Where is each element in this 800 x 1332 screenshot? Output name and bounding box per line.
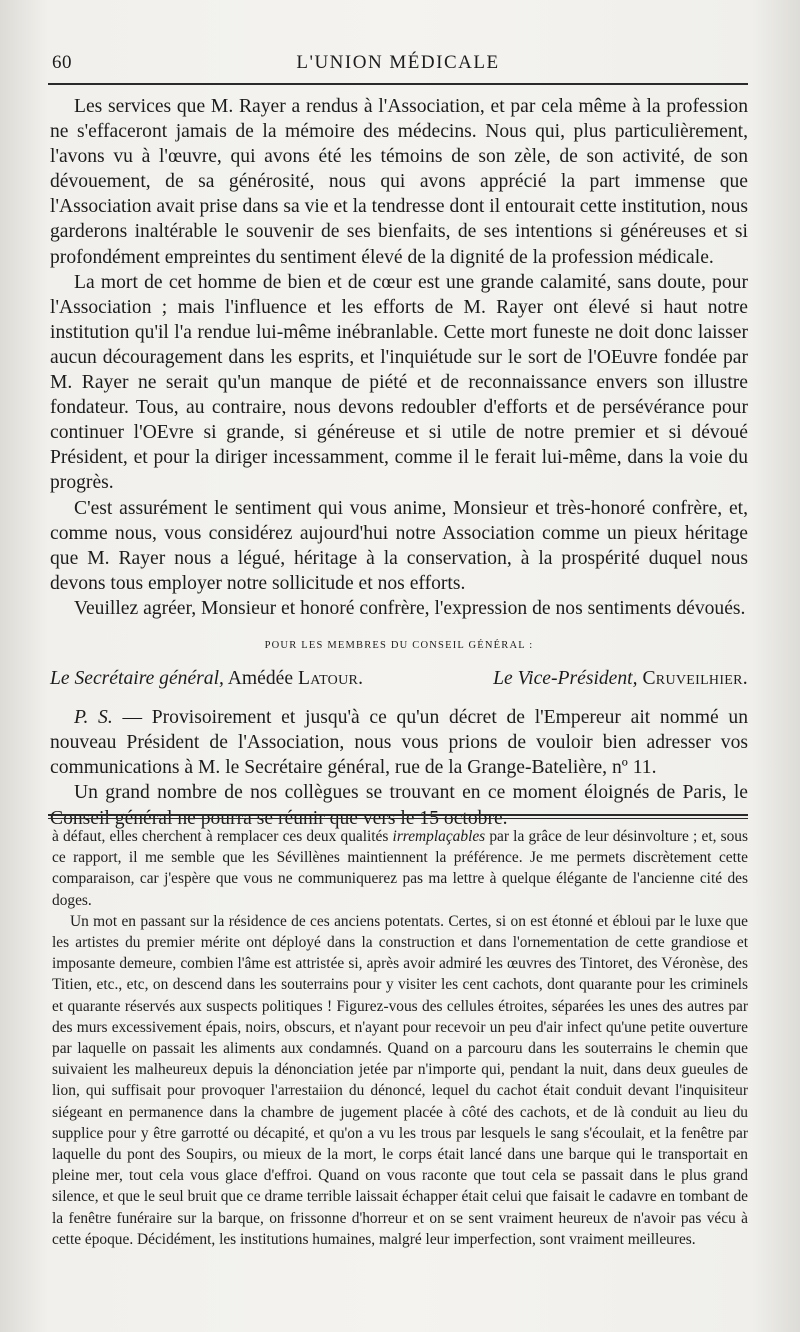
signatures	[50, 666, 748, 691]
page-number: 60	[52, 52, 72, 73]
footnote-text: par la grâce de leur désinvolture ; et, sous ce rapport, il me semble que les Sévillènes maintiennent la préférence. Je me permets discrètement cette comparaison, car j'espère que vous ne communiquerez pas ma lettre à quelque élégante de l'ancienne cité des doges.	[52, 828, 748, 909]
signature-name: Cruveilhier.	[642, 668, 748, 690]
footnote-text: à défaut, elles cherchent à remplacer ces deux qualités	[52, 828, 393, 845]
postscript-text: — Provisoirement et jusqu'à ce qu'un décret de l'Empereur ait nommé un nouveau Président de l'Association, nous vous prions de vouloir bien adresser vos communications à M. le Secrétaire général, rue de la Grange-Batelière, nº 11.	[50, 707, 748, 779]
main-text	[50, 94, 748, 831]
signature-heading: POUR LES MEMBRES DU CONSEIL GÉNÉRAL :	[264, 639, 534, 651]
header-rule	[48, 83, 748, 85]
paragraph-3: C'est assurément le sentiment qui vous anime, Monsieur et très-honoré confrère, et, comme nous, vous considérez aujourd'hui notre Association comme un pieux héritage que M. Rayer nous a légué, héritage à la conservation, à la prospérité duquel nous devons tous employer notre sollicitude et nos efforts.	[50, 497, 748, 594]
postscript-label: P. S.	[74, 707, 113, 729]
footnote-emphasis: irremplaçables	[392, 828, 486, 845]
footnote-paragraph-1	[52, 826, 748, 911]
paragraph-2: La mort de cet homme de bien et de cœur est une grande calamité, sans doute, pour l'Association ; mais l'influence et les efforts de M. Rayer ont élevé si haut notre institution qu'il l'a rendue lui-même inébranlable. Cette mort funeste ne doit donc laisser aucun découragement dans les esprits, et l'inquiétude sur le sort de l'OEuvre fondée par M. Rayer ne serait qu'un manque de piété et de reconnaissance envers son illustre fondateur. Tous, au contraire, nous devons redoubler d'efforts et de persévérance pour continuer l'OEvre si grande, si généreuse et si utile de notre premier et si dévoué Président, et pour la diriger incessamment, comme il le ferait lui-même, dans la voie du progrès.	[50, 271, 748, 494]
footnote-paragraph-2: Un mot en passant sur la résidence de ces anciens potentats. Certes, si on est étonné et ébloui par le luxe que les artistes du premier mérite ont déployé dans la construction et dans l'ornementation de cette grandiose et imposante demeure, combien l'âme est attristée si, après avoir admiré les œuvres des Tintoret, des Véronèse, des Titien, etc., etc, on descend dans les souterrains pour y visiter les cent cachots, dont quarante pour les criminels et quarante réservés aux suspects politiques ! Figurez-vous des cellules étroites, séparées les unes des autres par des murs excessivement épais, noirs, obscurs, et n'ayant pour recevoir un peu d'air infect qu'une petite ouverture par laquelle on passait les aliments aux condamnés. Quand on a parcouru dans les souterrains le chemin que suivaient les malheureux depuis la dénonciation jetée par n'importe qui, pendant la nuit, dans deux gueules de lion, qui suffisait pour provoquer l'arrestaiion du dénoncé, lequel du cachot était conduit devant l'inquisiteur siégeant en permanence dans la chambre de jugement placée à côté des cachots, et de là conduit au lieu du supplice pour y être garrotté ou décapité, et qu'on a vu les trous par lesquels le sang s'écoulait, et la fenêtre par laquelle du pont des Soupirs, ou mieux de la mort, le corps était lancé dans une barque qui le transportait en pleine mer, tout cela vous glace d'effroi. Quand on vous raconte que tout cela se passait dans le plus grand silence, et que le seul bruit que ce drame terrible laissait échapper était celui que faisait le cadavre en tombant de la fenêtre funéraire sur la barque, on frissonne d'horreur et on se sent vraiment heureux de n'avoir pas vécu à cette époque. Décidément, les institutions humaines, malgré leur imperfection, sont vraiment meilleures.	[52, 912, 748, 1248]
footnote-rule-thin	[48, 818, 748, 819]
page-header	[48, 52, 748, 80]
signature-role: Le Vice-Président,	[493, 668, 638, 690]
footnote-rule	[48, 814, 748, 816]
signature-vice-president	[493, 666, 748, 691]
signature-name-prefix: Amédée	[227, 668, 294, 690]
postscript-second: Un grand nombre de nos collègues se trouvant en ce moment éloignés de Paris, le Conseil général ne pourra se réunir que vers le 15 octobre.	[50, 782, 748, 829]
signature-name: Latour.	[297, 668, 364, 690]
signature-role: Le Secrétaire général,	[50, 668, 224, 690]
signature-secretary	[50, 666, 363, 691]
footnote	[52, 826, 748, 1250]
paragraph-4: Veuillez agréer, Monsieur et honoré confrère, l'expression de nos sentiments dévoués.	[74, 597, 746, 619]
paragraph-1: Les services que M. Rayer a rendus à l'Association, et par cela même à la profession ne s'effaceront jamais de la mémoire des médecins. Nous qui, plus particulièrement, l'avons vu à l'œuvre, qui avons été les témoins de son zèle, de son activité, de son dévouement, de sa générosité, nous qui avons apprécié la part immense que l'Association avait prise dans sa vie et la tendresse dont il entourait cette institution, nous garderons inaltérable le souvenir de ses bienfaits, de ses intentions si généreuses et si profondément empreintes du sentiment élevé de la dignité de la profession médicale.	[50, 96, 748, 268]
postscript	[50, 705, 748, 780]
running-title: L'UNION MÉDICALE	[296, 52, 500, 73]
